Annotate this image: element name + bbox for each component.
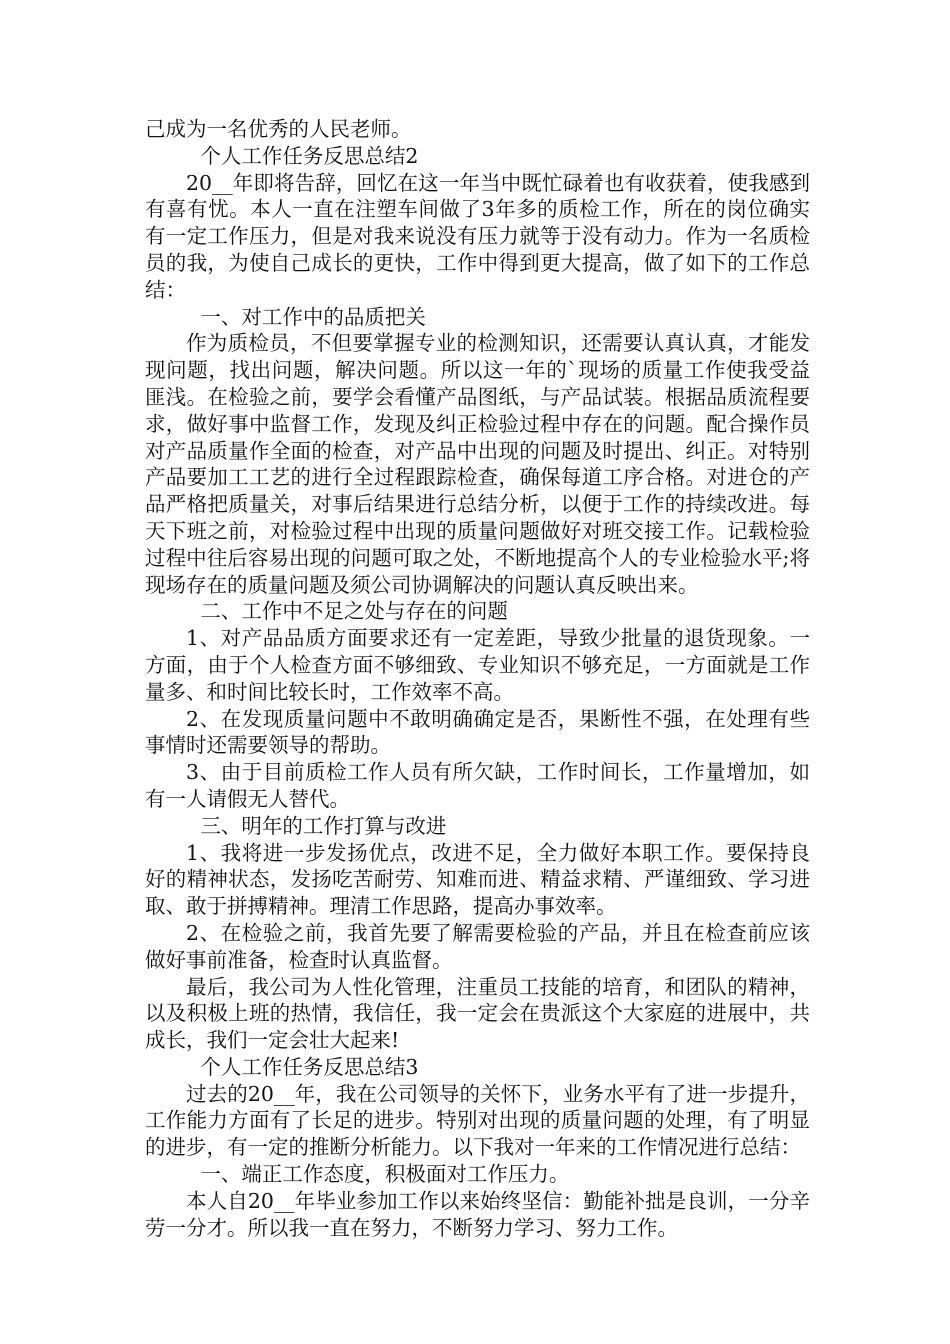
paragraph: 20__年即将告辞，回忆在这一年当中既忙碌着也有收获着，使我感到有喜有忧。本人一直在注塑车间做了3年多的质检工作，所在的岗位确实有一定工作压力，但是对我来说没有压力就等于没有动力。作为一名质检员的我，为使自己成长的更快，工作中得到更大提高，做了如下的工作总结：	[145, 170, 810, 302]
section-heading: 一、端正工作态度，积极面对工作压力。	[200, 1162, 570, 1187]
paragraph: 本人自20__年毕业参加工作以来始终坚信：勤能补拙是良训，一分辛劳一分才。所以我一直在努力，不断努力学习、努力工作。	[145, 1188, 810, 1240]
section-heading: 二、工作中不足之处与存在的问题	[200, 599, 508, 624]
paragraph: 最后，我公司为人性化管理，注重员工技能的培育，和团队的精神，以及积极上班的热情，我信任，我一定会在贵派这个大家庭的进展中，共成长，我们一定会壮大起来!	[145, 974, 810, 1053]
paragraph: 过去的20__年，我在公司领导的关怀下，业务水平有了进一步提升，工作能力方面有了长足的进步。特别对出现的质量问题的处理，有了明显的进步，有一定的推断分析能力。以下我对一年来的工作情况进行总结：	[145, 1081, 810, 1160]
list-item: 3、由于目前质检工作人员有所欠缺，工作时间长，工作量增加，如有一人请假无人替代。	[145, 760, 810, 811]
section-title: 个人工作任务反思总结3	[200, 1054, 419, 1079]
list-item: 2、在检验之前，我首先要了解需要检验的产品，并且在检查前应该做好事前准备，检查时认真监督。	[145, 920, 810, 972]
section-title: 个人工作任务反思总结2	[200, 143, 419, 168]
list-item: 1、我将进一步发扬优点，改进不足，全力做好本职工作。要保持良好的精神状态，发扬吃苦耐劳、知难而进、精益求精、严谨细致、学习进取、敢于拼搏精神。理清工作思路，提高办事效率。	[145, 840, 810, 919]
list-item: 1、对产品品质方面要求还有一定差距，导致少批量的退货现象。一方面，由于个人检查方面不够细致、专业知识不够充足，一方面就是工作量多、和时间比较长时，工作效率不高。	[145, 626, 810, 704]
document-body	[145, 116, 810, 1241]
list-item: 2、在发现质量问题中不敢明确确定是否，果断性不强，在处理有些事情时还需要领导的帮助。	[145, 706, 810, 758]
section-heading: 三、明年的工作打算与改进	[200, 813, 447, 838]
section-heading: 一、对工作中的品质把关	[200, 304, 426, 329]
paragraph: 己成为一名优秀的人民老师。	[145, 117, 412, 141]
paragraph: 作为质检员，不但要掌握专业的检测知识，还需要认真认真，才能发现问题，找出问题，解决问题。所以这一年的`现场的质量工作使我受益匪浅。在检验之前，要学会看懂产品图纸，与产品试装。根据品质流程要求，做好事中监督工作，发现及纠正检验过程中存在的问题。配合操作员对产品质量作全面的检查，对产品中出现的问题及时提出、纠正。对特别产品要加工工艺的进行全过程跟踪检查，确保每道工序合格。对进仓的产品严格把质量关，对事后结果进行总结分析，以便于工作的持续改进。每天下班之前，对检验过程中出现的质量问题做好对班交接工作。记载检验过程中往后容易出现的问题可取之处，不断地提高个人的专业检验水平;将现场存在的质量问题及须公司协调解决的问题认真反映出来。	[145, 331, 810, 597]
